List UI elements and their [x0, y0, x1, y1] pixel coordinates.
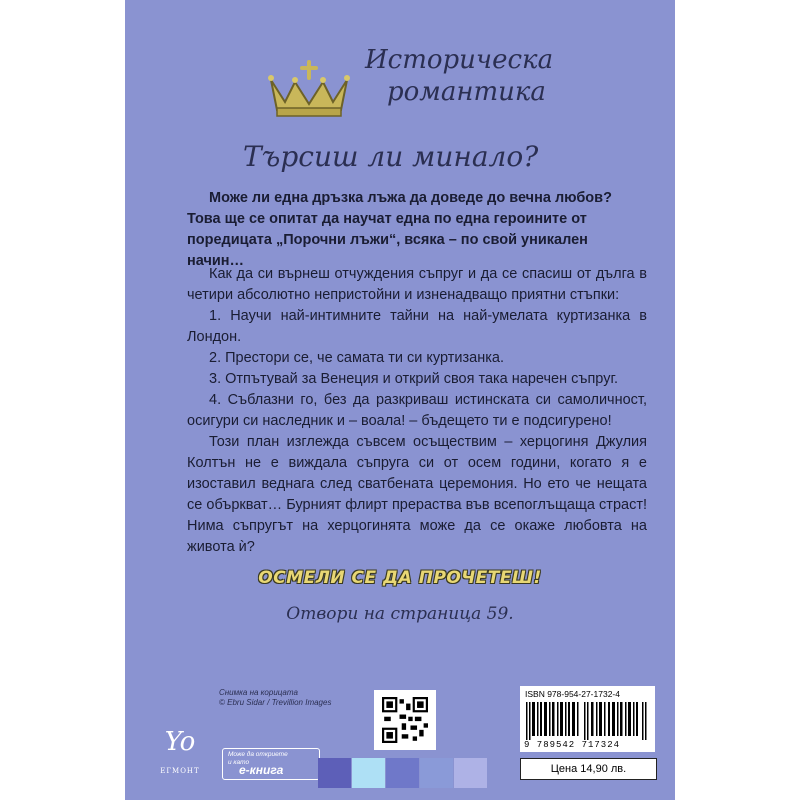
open-page-hint: Отвори на страница 59.	[286, 604, 514, 624]
call-to-action: ОСМЕЛИ СЕ ДА ПРОЧЕТЕШ!	[258, 568, 542, 588]
barcode-digits: 9 789542 717324	[524, 740, 621, 750]
publisher-mark: Yo	[164, 727, 196, 757]
blurb-paragraph: Как да си върнеш отчуждения съпруг и да се спасиш от дълга в четири абсолютно непристойни и изненадващо приятни стъпки:	[187, 266, 647, 303]
blurb-text	[187, 264, 647, 558]
book-back-cover	[125, 0, 675, 800]
blurb-step-4: 4. Съблазни го, без да разкриваш истинската си самоличност, осигури си наследник и – воала! – бъдещето ти е подсигурено!	[187, 392, 647, 429]
crown-icon	[265, 58, 353, 118]
barcode-icon	[526, 702, 648, 740]
isbn-label: ISBN 978-954-27-1732-4	[525, 689, 620, 699]
series-title	[365, 44, 595, 108]
intro-paragraph: Може ли една дръзка лъжа да доведе до вечна любов? Това ще се опитат да научат една по една героините от поредицата „Порочни лъжи“, всяка – по свой уникален начин…	[187, 190, 612, 269]
ebook-label: е-книга	[239, 763, 284, 777]
series-title-line1: Историческа	[365, 45, 554, 75]
color-swatch	[352, 758, 385, 788]
isbn-barcode	[520, 686, 655, 752]
color-swatch	[454, 758, 487, 788]
cover-photo-credit	[219, 688, 359, 708]
color-swatch	[318, 758, 351, 788]
credit-line: Снимка на корицата	[219, 688, 298, 697]
credit-line: © Ebru Sidar / Trevillion Images	[219, 698, 332, 707]
blurb-step-1: 1. Научи най-интимните тайни на най-умелата куртизанка в Лондон.	[187, 308, 647, 345]
publisher-logo	[155, 724, 205, 788]
ebook-badge	[222, 748, 320, 780]
color-swatch	[386, 758, 419, 788]
blurb-paragraph: Този план изглежда съвсем осъществим – херцогиня Джулия Колтън не е виждала съпруга си от осем години, когато я е изоставил веднага след сватбената церемония. Но ето че нещата се объркват… Бурният флирт прераства във всепоглъщаща страст! Нима съпругът на херцогинята може да се окаже любовта на живота ѝ?	[187, 434, 647, 555]
color-swatch-strip	[318, 758, 518, 788]
price-label: Цена 14,90 лв.	[520, 758, 657, 780]
blurb-step-3: 3. Отпътувай за Венеция и открий своя така наречен съпруг.	[209, 371, 618, 387]
qr-code	[374, 690, 436, 750]
blurb-step-2: 2. Престори се, че самата ти си куртизанка.	[209, 350, 504, 366]
tagline: Търсиш ли минало?	[243, 140, 539, 173]
publisher-name: ЕГМОНТ	[160, 767, 200, 775]
ebook-note: Може да откриете и като	[228, 751, 288, 766]
color-swatch	[420, 758, 453, 788]
series-title-line2: романтика	[387, 77, 546, 107]
qr-code-icon	[382, 697, 428, 743]
